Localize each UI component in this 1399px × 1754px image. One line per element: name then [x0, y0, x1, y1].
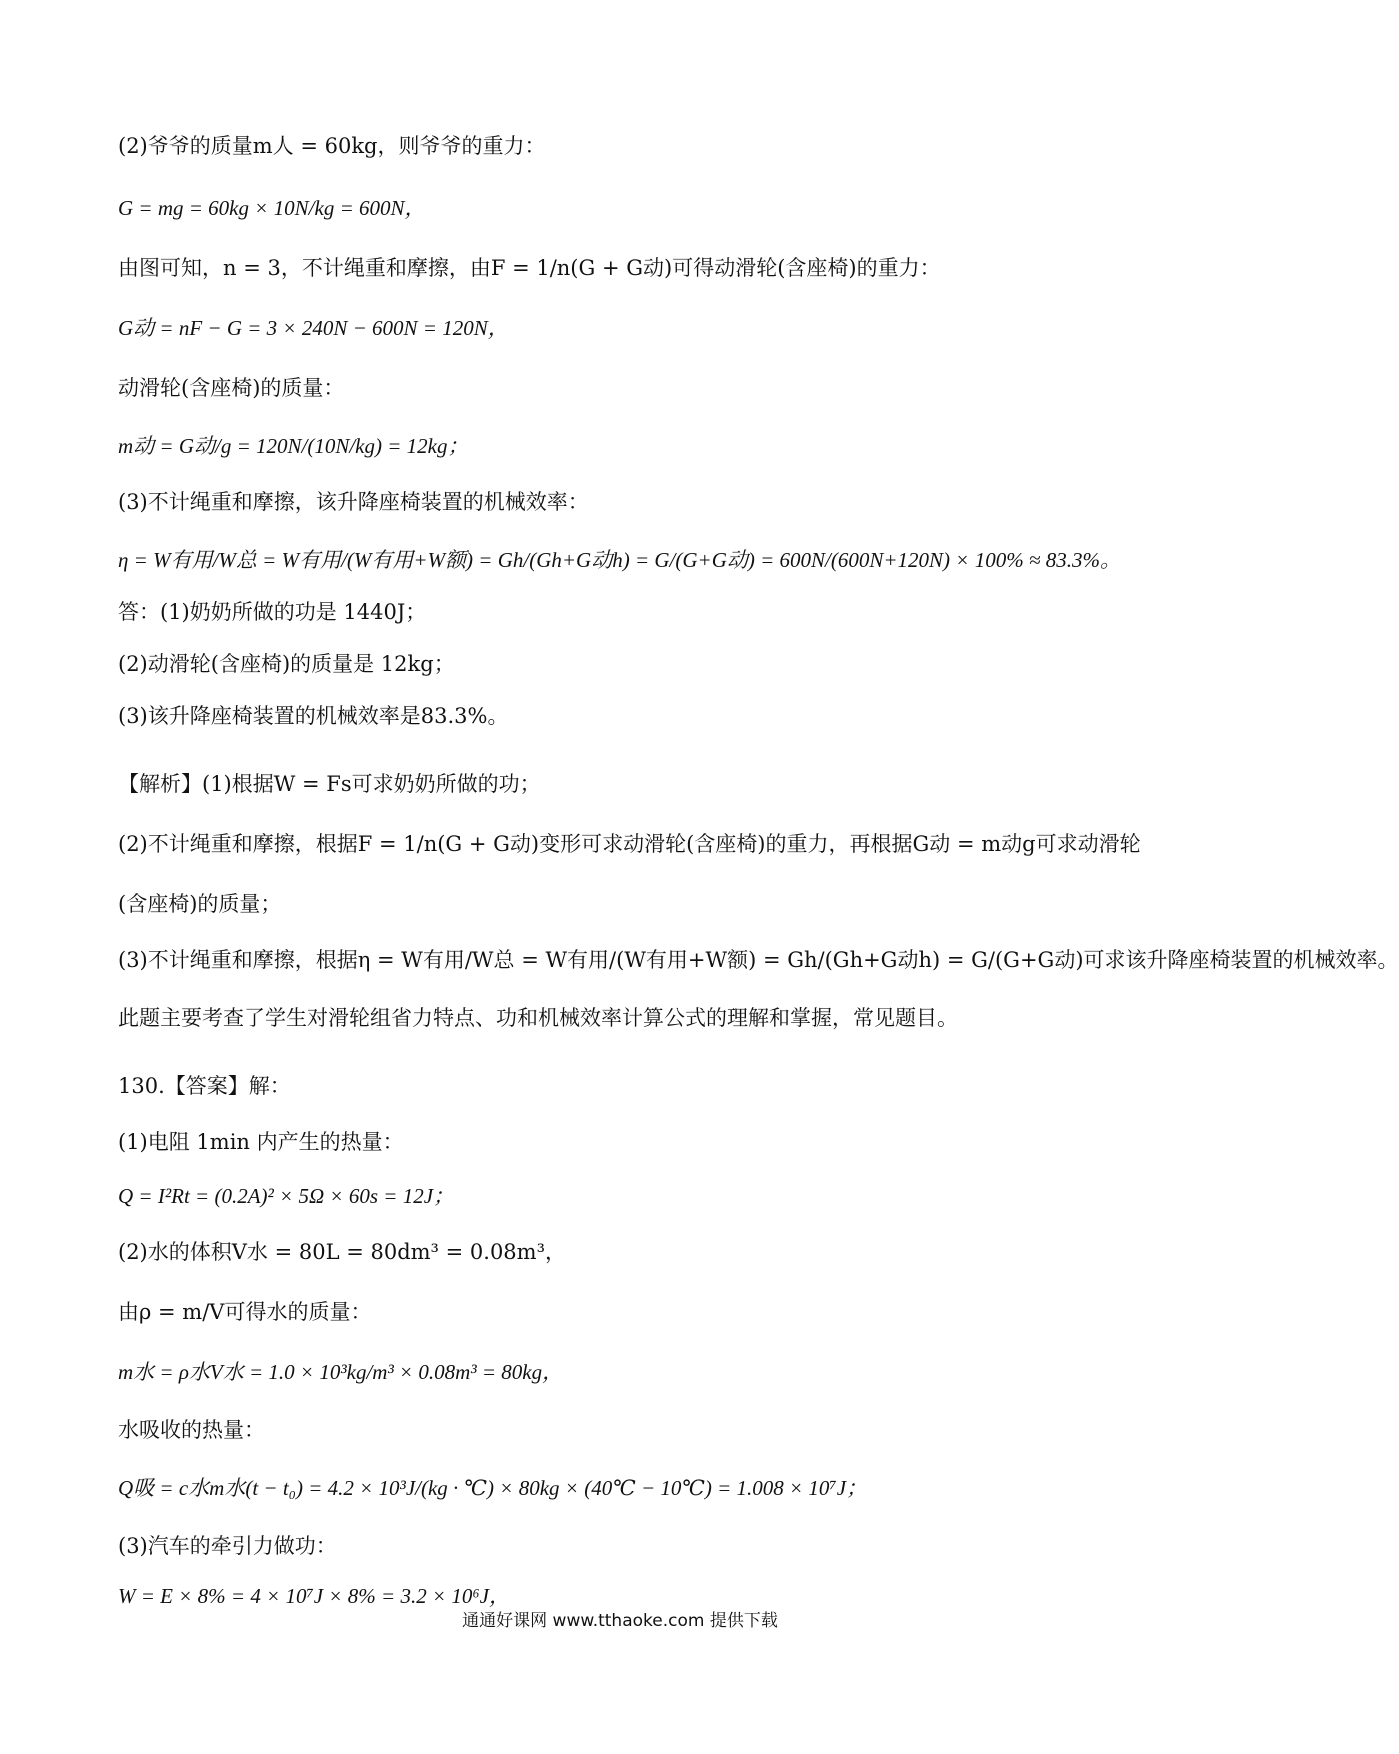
- text-line: 由ρ = m/V可得水的质量：: [118, 1300, 372, 1324]
- equation-line: η = W有用/W总 = W有用/(W有用+W额) = Gh/(Gh+G动h) = G/(G+G动) = 600N/(600N+120N) × 100% ≈ 83.3%。: [118, 548, 1121, 572]
- text-line: 水吸收的热量：: [118, 1418, 265, 1442]
- equation-line: Q = I²Rt = (0.2A)² × 5Ω × 60s = 12J；: [118, 1184, 455, 1208]
- text-line: 由图可知，n = 3，不计绳重和摩擦，由F = 1/n(G + G动)可得动滑轮(含座椅)的重力：: [118, 256, 941, 280]
- text-line: (2)不计绳重和摩擦，根据F = 1/n(G + G动)变形可求动滑轮(含座椅)的重力，再根据G动 = m动g可求动滑轮: [118, 832, 1141, 856]
- question-130-heading: 130.【答案】解：: [118, 1074, 291, 1098]
- equation-line: m动 = G动/g = 120N/(10N/kg) = 12kg；: [118, 434, 469, 458]
- page-footer: 通通好课网 www.tthaoke.com 提供下载: [462, 1611, 778, 1631]
- text-line: (3)该升降座椅装置的机械效率是83.3%。: [118, 704, 509, 728]
- text-line: 动滑轮(含座椅)的质量：: [118, 376, 345, 400]
- equation-line: G动 = nF − G = 3 × 240N − 600N = 120N，: [118, 316, 509, 340]
- text-line: (含座椅)的质量；: [118, 892, 282, 916]
- equation-line: G = mg = 60kg × 10N/kg = 600N，: [118, 196, 426, 220]
- text-line: (2)动滑轮(含座椅)的质量是 12kg；: [118, 652, 455, 676]
- text-line: (3)不计绳重和摩擦，该升降座椅装置的机械效率：: [118, 490, 589, 514]
- text-line: (3)不计绳重和摩擦，根据η = W有用/W总 = W有用/(W有用+W额) = Gh/(Gh+G动h) = G/(G+G动)可求该升降座椅装置的机械效率。: [118, 948, 1399, 972]
- text-line: 此题主要考查了学生对滑轮组省力特点、功和机械效率计算公式的理解和掌握，常见题目。: [118, 1006, 958, 1030]
- text-line: (2)爷爷的质量m人 = 60kg，则爷爷的重力：: [118, 134, 546, 158]
- text-line: 答：(1)奶奶所做的功是 1440J；: [118, 600, 427, 624]
- text-line: (2)水的体积V水 = 80L = 80dm³ = 0.08m³，: [118, 1240, 567, 1264]
- text-line: (1)电阻 1min 内产生的热量：: [118, 1130, 404, 1154]
- text-line: (3)汽车的牵引力做功：: [118, 1534, 337, 1558]
- equation-line: m水 = ρ水V水 = 1.0 × 10³kg/m³ × 0.08m³ = 80kg，: [118, 1360, 564, 1384]
- analysis-heading-line: 【解析】(1)根据W = Fs可求奶奶所做的功；: [118, 772, 541, 796]
- equation-line: Q吸 = c水m水(t − t₀) = 4.2 × 10³J/(kg · ℃) × 80kg × (40℃ − 10℃) = 1.008 × 10⁷J；: [118, 1476, 868, 1500]
- equation-line: W = E × 8% = 4 × 10⁷J × 8% = 3.2 × 10⁶J，: [118, 1584, 510, 1608]
